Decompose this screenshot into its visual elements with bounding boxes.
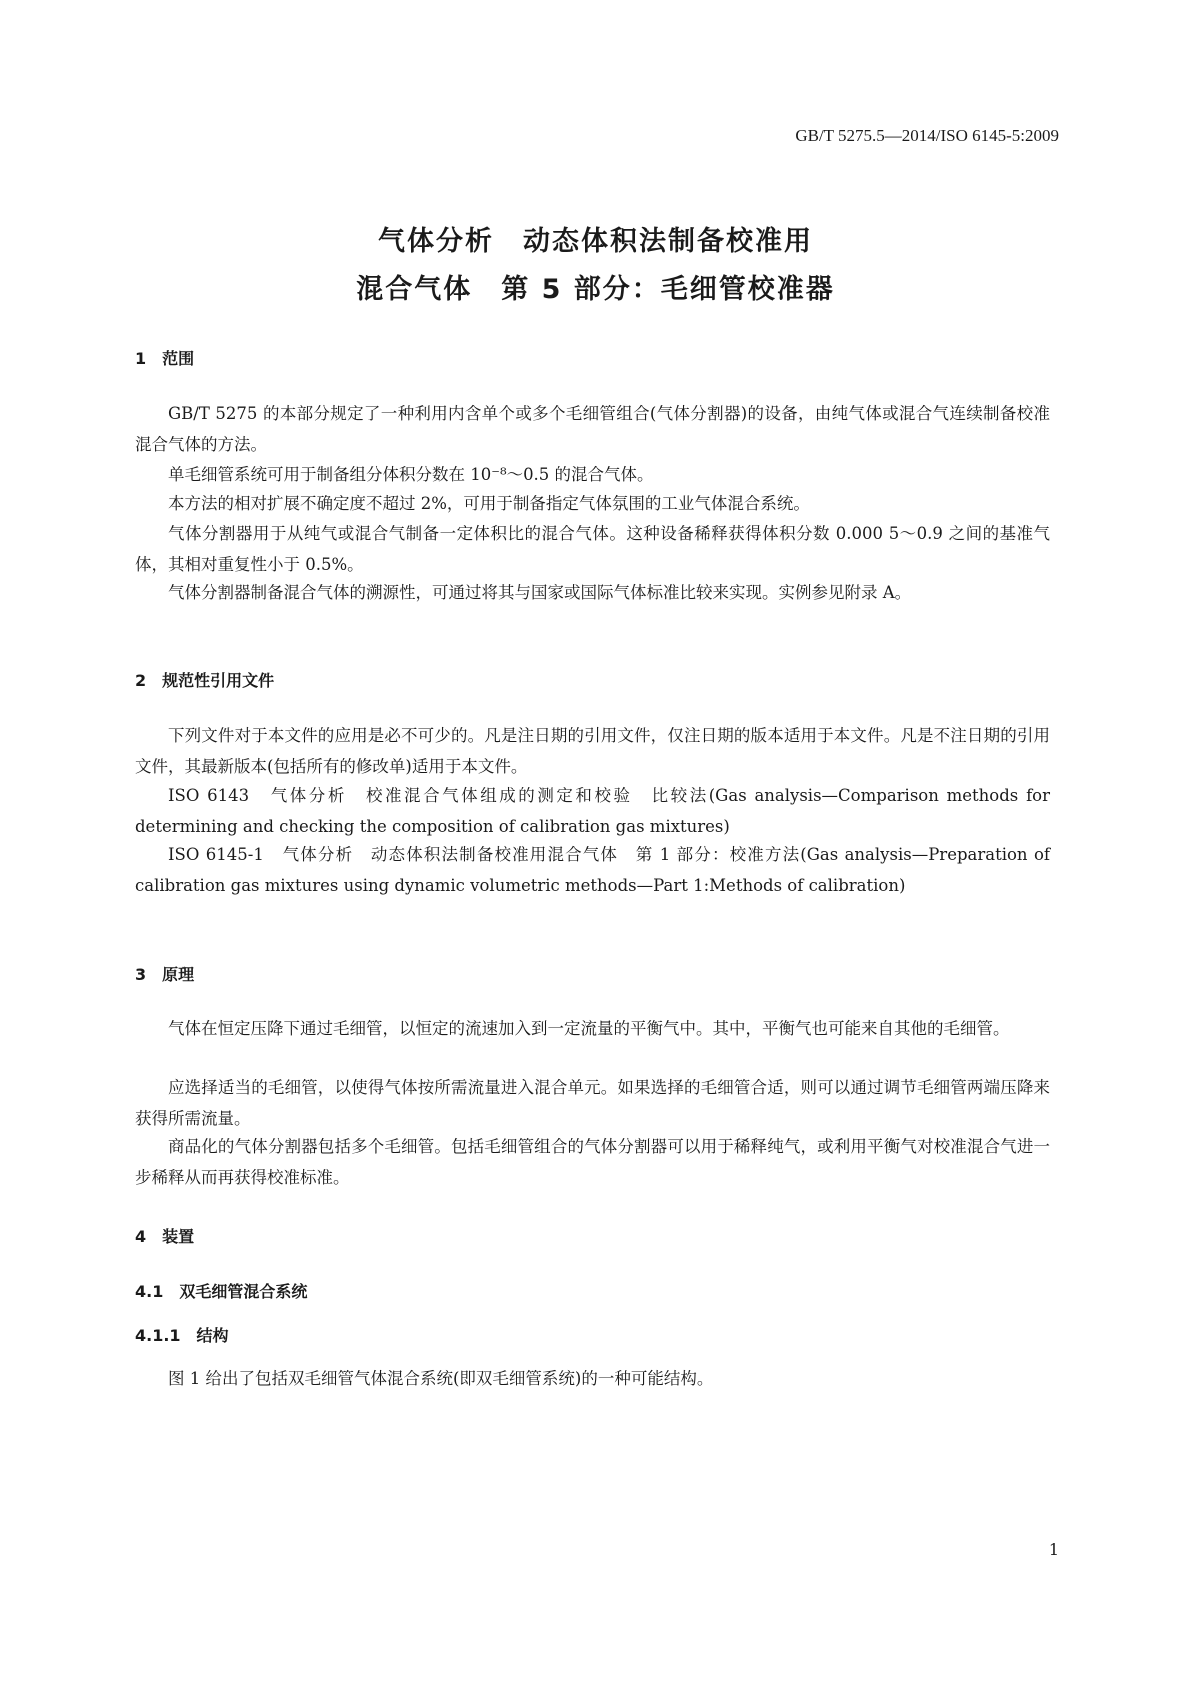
section-3-paragraph-2: 应选择适当的毛细管，以使得气体按所需流量进入混合单元。如果选择的毛细管合适，则可以通过调节毛细管两端压降来获得所需流量。 bbox=[135, 1078, 1050, 1128]
section-3-paragraph-3: 商品化的气体分割器包括多个毛细管。包括毛细管组合的气体分割器可以用于稀释纯气，或利用平衡气对校准混合气进一步稀释从而再获得校准标准。 bbox=[135, 1137, 1050, 1187]
section-3-heading: 3 原理 bbox=[135, 965, 195, 984]
section-1-heading: 1 范围 bbox=[135, 349, 195, 368]
page-number: 1 bbox=[1048, 1540, 1059, 1559]
section-3-paragraph-1: 气体在恒定压降下通过毛细管，以恒定的流速加入到一定流量的平衡气中。其中，平衡气也可能来自其他的毛细管。 bbox=[168, 1019, 1010, 1038]
document-title bbox=[0, 218, 1191, 314]
section-4-1-heading: 4.1 双毛细管混合系统 bbox=[135, 1282, 308, 1301]
section-4-heading: 4 装置 bbox=[135, 1227, 195, 1246]
section-1-paragraph-5: 气体分割器制备混合气体的溯源性，可通过将其与国家或国际气体标准比较来实现。实例参见附录 A。 bbox=[168, 583, 912, 602]
section-4-paragraph-1: 图 1 给出了包括双毛细管气体混合系统(即双毛细管系统)的一种可能结构。 bbox=[168, 1369, 714, 1388]
title-line-1: 气体分析 动态体积法制备校准用 bbox=[378, 226, 813, 257]
title-line-2: 混合气体 第 5 部分：毛细管校准器 bbox=[356, 274, 835, 305]
section-1-paragraph-4: 气体分割器用于从纯气或混合气制备一定体积比的混合气体。这种设备稀释获得体积分数 0.000 5～0.9 之间的基准气体，其相对重复性小于 0.5%。 bbox=[135, 524, 1050, 574]
section-1-paragraph-3: 本方法的相对扩展不确定度不超过 2%，可用于制备指定气体氛围的工业气体混合系统。 bbox=[168, 494, 810, 513]
section-2-paragraph-1: 下列文件对于本文件的应用是必不可少的。凡是注日期的引用文件，仅注日期的版本适用于本文件。凡是不注日期的引用文件，其最新版本(包括所有的修改单)适用于本文件。 bbox=[135, 726, 1050, 776]
section-2-heading: 2 规范性引用文件 bbox=[135, 671, 275, 690]
section-2-reference-iso-6145-1: ISO 6145-1 气体分析 动态体积法制备校准用混合气体 第 1 部分：校准方法(Gas analysis—Preparation of calibration gas mixtures using dynamic volumetric methods—Part 1:Methods of calibration) bbox=[135, 845, 1056, 895]
section-1-paragraph-1: GB/T 5275 的本部分规定了一种利用内含单个或多个毛细管组合(气体分割器)的设备，由纯气体或混合气连续制备校准混合气体的方法。 bbox=[135, 404, 1050, 454]
section-2-reference-iso-6143: ISO 6143 气体分析 校准混合气体组成的测定和校验 比较法(Gas analysis—Comparison methods for determining and checking the composition of calibration gas mixtures) bbox=[135, 786, 1056, 836]
section-4-1-1-heading: 4.1.1 结构 bbox=[135, 1326, 229, 1345]
section-1-paragraph-2: 单毛细管系统可用于制备组分体积分数在 10⁻⁸～0.5 的混合气体。 bbox=[168, 465, 654, 484]
standard-number-header: GB/T 5275.5—2014/ISO 6145-5:2009 bbox=[795, 126, 1059, 145]
